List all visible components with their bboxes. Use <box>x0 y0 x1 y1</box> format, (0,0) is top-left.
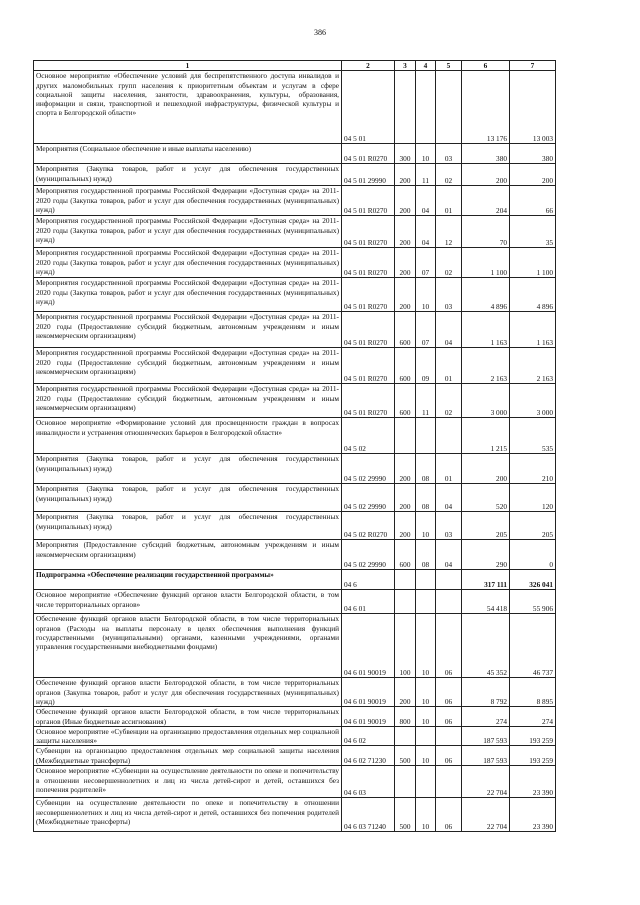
row-section: 10 <box>416 798 436 832</box>
row-subsection: 03 <box>436 512 462 540</box>
row-value-col7: 210 <box>510 454 556 484</box>
table-row <box>34 798 556 832</box>
row-value-col6: 45 352 <box>462 614 510 678</box>
row-expense-type: 600 <box>395 384 416 418</box>
row-code: 04 6 03 71240 <box>342 798 395 832</box>
row-code: 04 5 01 R0270 <box>342 348 395 384</box>
row-expense-type: 200 <box>395 678 416 707</box>
row-value-col6: 4 896 <box>462 278 510 312</box>
col-header-4: 4 <box>416 61 436 71</box>
row-subsection: 06 <box>436 614 462 678</box>
table-row <box>34 418 556 454</box>
row-value-col6: 520 <box>462 484 510 512</box>
row-section: 08 <box>416 454 436 484</box>
row-value-col7: 120 <box>510 484 556 512</box>
row-name: Мероприятия государственной программы Российской Федерации «Доступная среда» на 2011-2020 годы (Предоставление субсидий бюджетным, автономным учреждениям и иным некоммерческим организациям) <box>34 348 342 384</box>
row-section <box>416 71 436 144</box>
col-header-1: 1 <box>34 61 342 71</box>
row-section: 10 <box>416 614 436 678</box>
row-value-col6: 2 163 <box>462 348 510 384</box>
row-value-col7: 193 259 <box>510 746 556 766</box>
row-code: 04 6 01 90019 <box>342 678 395 707</box>
row-value-col7: 200 <box>510 164 556 186</box>
row-expense-type: 500 <box>395 746 416 766</box>
table-row <box>34 384 556 418</box>
row-name: Основное мероприятие «Субвенции на осуществление деятельности по опеке и попечительству в отношении несовершеннолетних и лиц из числа детей-сирот и детей, оставшихся без попечения родителей» <box>34 766 342 798</box>
row-expense-type: 200 <box>395 454 416 484</box>
row-code: 04 6 02 71230 <box>342 746 395 766</box>
row-code: 04 5 01 R0270 <box>342 216 395 248</box>
page-number: 386 <box>314 28 326 37</box>
row-value-col7: 2 163 <box>510 348 556 384</box>
row-code: 04 5 01 29990 <box>342 164 395 186</box>
table-row <box>34 570 556 590</box>
row-code: 04 6 01 90019 <box>342 614 395 678</box>
row-subsection: 02 <box>436 164 462 186</box>
row-section: 11 <box>416 164 436 186</box>
row-code: 04 5 02 <box>342 418 395 454</box>
table-row <box>34 348 556 384</box>
row-expense-type: 100 <box>395 614 416 678</box>
row-expense-type: 200 <box>395 278 416 312</box>
row-section: 08 <box>416 540 436 570</box>
row-section: 11 <box>416 384 436 418</box>
row-name: Основное мероприятие «Обеспечение функций органов власти Белгородской области, в том числе территориальных органов» <box>34 590 342 614</box>
row-name: Обеспечение функций органов власти Белгородской области, в том числе территориальных органов (Иные бюджетные ассигнования) <box>34 707 342 727</box>
row-name: Мероприятия (Закупка товаров, работ и услуг для обеспечения государственных (муниципальных) нужд) <box>34 164 342 186</box>
row-name: Субвенции на осуществление деятельности по опеке и попечительству в отношении несовершеннолетних и лиц из числа детей-сирот и детей, оставшихся без попечения родителей (Межбюджетные трансферты) <box>34 798 342 832</box>
row-section: 09 <box>416 348 436 384</box>
row-value-col7: 35 <box>510 216 556 248</box>
row-subsection: 03 <box>436 144 462 164</box>
row-value-col7: 1 163 <box>510 312 556 348</box>
table-row <box>34 186 556 216</box>
table-row <box>34 726 556 746</box>
row-code: 04 6 01 <box>342 590 395 614</box>
row-code: 04 6 03 <box>342 766 395 798</box>
row-section: 10 <box>416 278 436 312</box>
table-row <box>34 216 556 248</box>
row-name: Мероприятия государственной программы Российской Федерации «Доступная среда» на 2011-2020 годы (Закупка товаров, работ и услуг для обеспечения государственных (муниципальных) нужд) <box>34 186 342 216</box>
row-value-col6: 70 <box>462 216 510 248</box>
row-expense-type: 300 <box>395 144 416 164</box>
row-value-col6: 1 215 <box>462 418 510 454</box>
row-code: 04 5 02 29990 <box>342 484 395 512</box>
row-expense-type: 600 <box>395 312 416 348</box>
row-expense-type <box>395 726 416 746</box>
row-value-col7: 535 <box>510 418 556 454</box>
col-header-5: 5 <box>436 61 462 71</box>
row-value-col7: 66 <box>510 186 556 216</box>
row-code: 04 5 01 <box>342 71 395 144</box>
row-name: Мероприятия государственной программы Российской Федерации «Доступная среда» на 2011-2020 годы (Предоставление субсидий бюджетным, автономным учреждениям и иным некоммерческим организациям) <box>34 312 342 348</box>
row-expense-type <box>395 418 416 454</box>
table-row <box>34 614 556 678</box>
table-row <box>34 484 556 512</box>
row-value-col6: 205 <box>462 512 510 540</box>
row-expense-type: 500 <box>395 798 416 832</box>
row-code: 04 5 02 R0270 <box>342 512 395 540</box>
row-section: 07 <box>416 248 436 278</box>
row-expense-type: 800 <box>395 707 416 727</box>
row-subsection <box>436 766 462 798</box>
row-subsection: 03 <box>436 278 462 312</box>
table-row <box>34 766 556 798</box>
row-value-col6: 22 704 <box>462 798 510 832</box>
row-name: Мероприятия (Социальное обеспечение и иные выплаты населению) <box>34 144 342 164</box>
row-section <box>416 418 436 454</box>
row-value-col6: 200 <box>462 164 510 186</box>
row-code: 04 5 02 29990 <box>342 454 395 484</box>
table-row <box>34 144 556 164</box>
row-value-col7: 13 003 <box>510 71 556 144</box>
row-name: Основное мероприятие «Обеспечение условий для беспрепятственного доступа инвалидов и других маломобильных групп населения к приоритетным объектам и услугам в сфере социальной защиты населения, занятости, здравоохранения, культуры, образования, информации и связи, транспортной и пешеходной инфраструктуры, физической культуры и спорта в Белгородской области» <box>34 71 342 144</box>
row-value-col7: 193 259 <box>510 726 556 746</box>
col-header-3: 3 <box>395 61 416 71</box>
row-subsection <box>436 726 462 746</box>
table-row <box>34 312 556 348</box>
row-value-col6: 187 593 <box>462 746 510 766</box>
row-value-col7: 23 390 <box>510 798 556 832</box>
row-expense-type <box>395 766 416 798</box>
row-code: 04 6 <box>342 570 395 590</box>
row-name: Мероприятия (Закупка товаров, работ и услуг для обеспечения государственных (муниципальных) нужд) <box>34 512 342 540</box>
row-expense-type <box>395 71 416 144</box>
row-subsection: 01 <box>436 186 462 216</box>
row-section: 04 <box>416 216 436 248</box>
row-subsection: 04 <box>436 484 462 512</box>
row-subsection <box>436 71 462 144</box>
row-section: 04 <box>416 186 436 216</box>
row-section <box>416 590 436 614</box>
table-row <box>34 512 556 540</box>
row-section: 10 <box>416 678 436 707</box>
row-expense-type: 200 <box>395 248 416 278</box>
table-row <box>34 248 556 278</box>
table-row <box>34 164 556 186</box>
row-code: 04 5 02 29990 <box>342 540 395 570</box>
row-subsection: 02 <box>436 384 462 418</box>
row-value-col7: 1 100 <box>510 248 556 278</box>
row-value-col6: 317 111 <box>462 570 510 590</box>
row-name: Мероприятия (Закупка товаров, работ и услуг для обеспечения государственных (муниципальных) нужд) <box>34 484 342 512</box>
row-code: 04 5 01 R0270 <box>342 144 395 164</box>
row-expense-type: 200 <box>395 484 416 512</box>
row-value-col6: 13 176 <box>462 71 510 144</box>
row-expense-type: 600 <box>395 348 416 384</box>
row-value-col7: 326 041 <box>510 570 556 590</box>
row-value-col6: 187 593 <box>462 726 510 746</box>
row-section: 10 <box>416 512 436 540</box>
row-expense-type: 200 <box>395 186 416 216</box>
row-value-col6: 290 <box>462 540 510 570</box>
row-subsection <box>436 418 462 454</box>
row-section: 10 <box>416 144 436 164</box>
row-subsection: 01 <box>436 348 462 384</box>
header-row <box>34 61 556 71</box>
row-name: Обеспечение функций органов власти Белгородской области, в том числе территориальных органов (Закупка товаров, работ и услуг для обеспечения государственных (муниципальных) нужд) <box>34 678 342 707</box>
row-value-col7: 8 895 <box>510 678 556 707</box>
row-expense-type <box>395 590 416 614</box>
table-body <box>34 71 556 832</box>
col-header-7: 7 <box>510 61 556 71</box>
row-subsection: 06 <box>436 746 462 766</box>
row-name: Подпрограмма «Обеспечение реализации государственной программы» <box>34 570 342 590</box>
row-code: 04 5 01 R0270 <box>342 248 395 278</box>
row-name: Мероприятия государственной программы Российской Федерации «Доступная среда» на 2011-2020 годы (Закупка товаров, работ и услуг для обеспечения государственных (муниципальных) нужд) <box>34 278 342 312</box>
row-value-col6: 380 <box>462 144 510 164</box>
row-value-col6: 22 704 <box>462 766 510 798</box>
row-name: Мероприятия (Предоставление субсидий бюджетным, автономным учреждениям и иным некоммерческим организациям) <box>34 540 342 570</box>
col-header-2: 2 <box>342 61 395 71</box>
row-code: 04 5 01 R0270 <box>342 384 395 418</box>
row-code: 04 6 01 90019 <box>342 707 395 727</box>
col-header-6: 6 <box>462 61 510 71</box>
row-subsection: 06 <box>436 798 462 832</box>
row-value-col7: 3 000 <box>510 384 556 418</box>
row-section: 07 <box>416 312 436 348</box>
budget-table <box>33 60 556 832</box>
row-subsection: 04 <box>436 312 462 348</box>
row-subsection: 04 <box>436 540 462 570</box>
table-row <box>34 540 556 570</box>
row-subsection: 06 <box>436 678 462 707</box>
row-value-col6: 274 <box>462 707 510 727</box>
table-row <box>34 678 556 707</box>
row-value-col6: 200 <box>462 454 510 484</box>
row-value-col6: 204 <box>462 186 510 216</box>
table-row <box>34 707 556 727</box>
row-name: Мероприятия государственной программы Российской Федерации «Доступная среда» на 2011-2020 годы (Закупка товаров, работ и услуг для обеспечения государственных (муниципальных) нужд) <box>34 248 342 278</box>
row-value-col7: 46 737 <box>510 614 556 678</box>
row-value-col6: 3 000 <box>462 384 510 418</box>
table-row <box>34 590 556 614</box>
row-name: Обеспечение функций органов власти Белгородской области, в том числе территориальных органов (Расходы на выплаты персоналу в целях обеспечения выполнения функций государственными (муниципальными) органами, казенными учреждениями, органами управления государственными внебюджетными фондами) <box>34 614 342 678</box>
row-section <box>416 570 436 590</box>
row-section <box>416 766 436 798</box>
row-name: Мероприятия государственной программы Российской Федерации «Доступная среда» на 2011-2020 годы (Закупка товаров, работ и услуг для обеспечения государственных (муниципальных) нужд) <box>34 216 342 248</box>
row-section: 10 <box>416 746 436 766</box>
row-expense-type: 600 <box>395 540 416 570</box>
row-name: Основное мероприятие «Субвенции на организацию предоставления отдельных мер социальной защиты населения» <box>34 726 342 746</box>
row-value-col7: 4 896 <box>510 278 556 312</box>
row-subsection: 12 <box>436 216 462 248</box>
row-value-col7: 380 <box>510 144 556 164</box>
table-row <box>34 71 556 144</box>
row-subsection: 06 <box>436 707 462 727</box>
row-value-col7: 0 <box>510 540 556 570</box>
row-code: 04 6 02 <box>342 726 395 746</box>
row-subsection <box>436 570 462 590</box>
row-expense-type: 200 <box>395 164 416 186</box>
row-value-col7: 55 906 <box>510 590 556 614</box>
row-code: 04 5 01 R0270 <box>342 278 395 312</box>
table-row <box>34 454 556 484</box>
row-code: 04 5 01 R0270 <box>342 186 395 216</box>
row-expense-type <box>395 570 416 590</box>
row-section: 08 <box>416 484 436 512</box>
row-expense-type: 200 <box>395 216 416 248</box>
row-expense-type: 200 <box>395 512 416 540</box>
row-value-col6: 1 100 <box>462 248 510 278</box>
row-subsection: 02 <box>436 248 462 278</box>
row-code: 04 5 01 R0270 <box>342 312 395 348</box>
table-row <box>34 746 556 766</box>
row-subsection <box>436 590 462 614</box>
row-subsection: 01 <box>436 454 462 484</box>
row-value-col7: 205 <box>510 512 556 540</box>
row-name: Основное мероприятие «Формирование условий для просвещенности граждан в вопросах инвалидности и устранения отношенческих барьеров в Белгородской области» <box>34 418 342 454</box>
row-value-col6: 1 163 <box>462 312 510 348</box>
row-name: Субвенции на организацию предоставления отдельных мер социальной защиты населения (Межбюджетные трансферты) <box>34 746 342 766</box>
row-section: 10 <box>416 707 436 727</box>
row-value-col6: 54 418 <box>462 590 510 614</box>
row-name: Мероприятия государственной программы Российской Федерации «Доступная среда» на 2011-2020 годы (Предоставление субсидий бюджетным, автономным учреждениям и иным некоммерческим организациям) <box>34 384 342 418</box>
row-value-col7: 23 390 <box>510 766 556 798</box>
row-section <box>416 726 436 746</box>
table-row <box>34 278 556 312</box>
row-name: Мероприятия (Закупка товаров, работ и услуг для обеспечения государственных (муниципальных) нужд) <box>34 454 342 484</box>
row-value-col7: 274 <box>510 707 556 727</box>
row-value-col6: 8 792 <box>462 678 510 707</box>
